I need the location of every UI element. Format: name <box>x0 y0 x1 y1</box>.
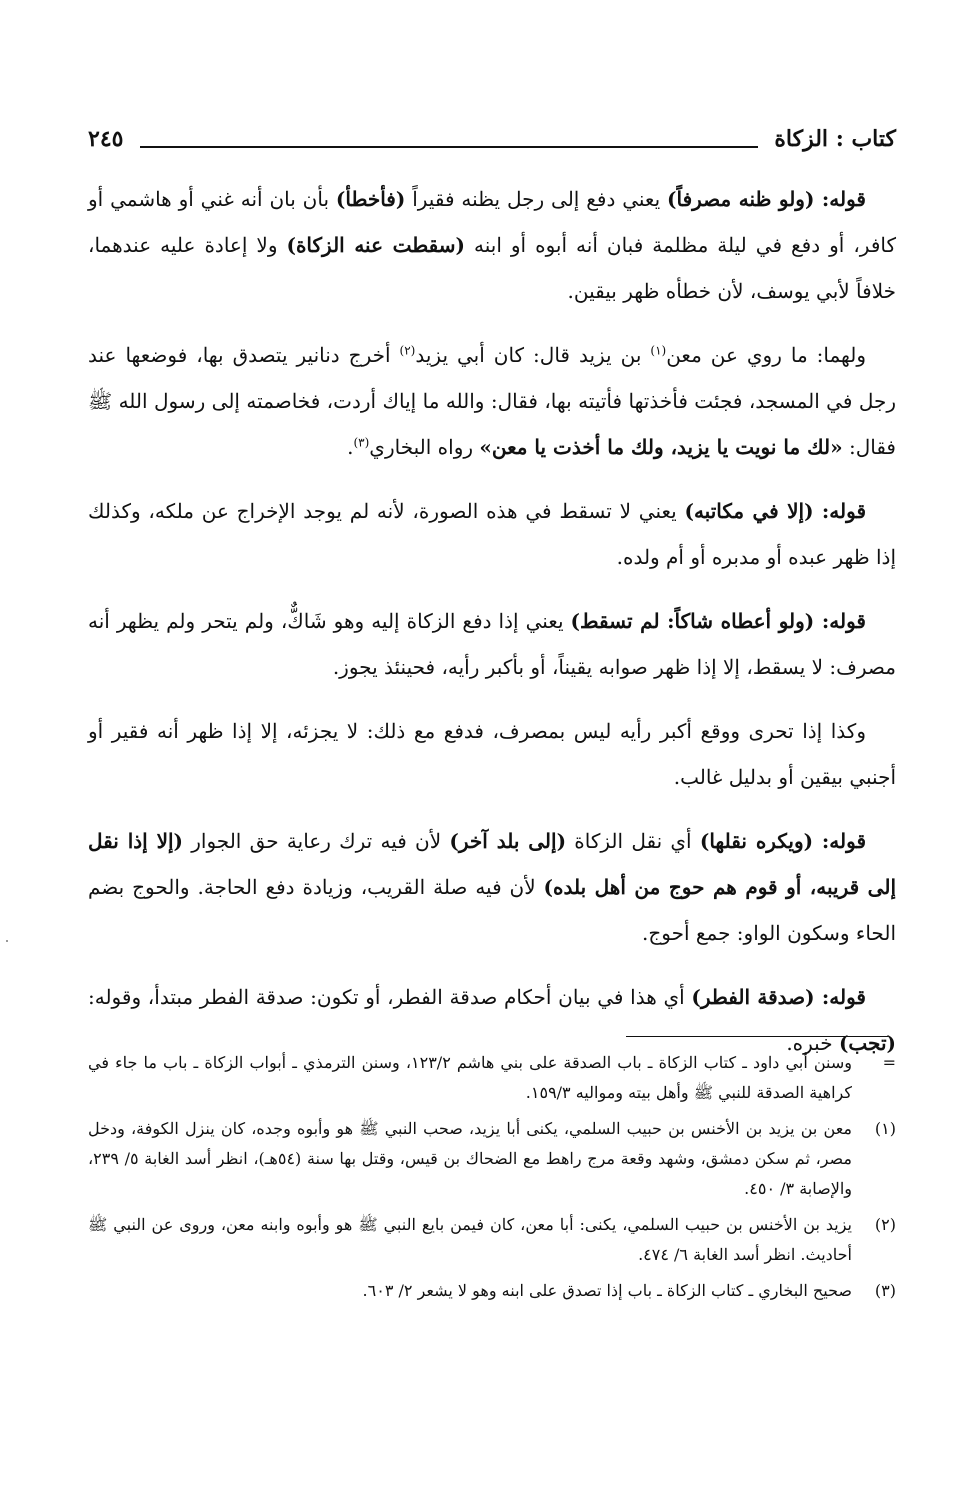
running-header <box>88 124 896 158</box>
page-number: ٢٤٥ <box>88 126 124 152</box>
bold-phrase: قوله: (إلا في مكاتبه) <box>684 499 866 523</box>
footnote-text: وسنن أبي داود ـ كتاب الزكاة ـ باب الصدقة على بني هاشم ١٢٣/٢، وسنن الترمذي ـ أبواب الزكاة ـ باب ما جاء في كراهية الصدقة للنبي ﷺ وأهل بيته ومواليه ١٥٩/٣. <box>88 1053 853 1102</box>
bold-phrase: قوله: (ولو أعطاه شاكاً: لم تسقط) <box>570 609 866 633</box>
text-run: خبره. <box>786 1031 839 1055</box>
bold-phrase: (إلا إذا نقل إلى قريبه، أو قوم هم حوج من أهل بلده) <box>88 829 897 899</box>
chapter-title: كتاب : الزكاة <box>774 126 896 152</box>
footnote <box>88 1114 896 1204</box>
footnote-ref: (٣) <box>353 435 370 450</box>
footnote-ref: (٢) <box>399 343 416 358</box>
paragraph <box>88 598 896 690</box>
text-run: يعني إذا دفع الزكاة إليه وهو شَاكٌّ، ولم يتحر ولم يظهر أنه مصرف: لا يسقط، إلا إذا ظهر صوابه يقيناً، أو بأكبر رأيه، فحينئذ يجوز. <box>88 609 896 679</box>
bold-phrase: (فأخطأ) <box>335 187 406 211</box>
text-run: رواه البخاري <box>369 435 480 459</box>
footnote-marker: = <box>882 1053 896 1072</box>
paragraph <box>88 488 896 580</box>
paragraph <box>88 818 896 956</box>
footnote-marker: (١) <box>874 1119 896 1138</box>
footnote-text: معن بن يزيد بن الأخنس بن حبيب السلمي، يكنى أبا يزيد، صحب النبي ﷺ هو وأبوه وجده، كان ينزل الكوفة، ودخل مصر، ثم سكن دمشق، وشهد وقعة مرج راهط مع الضحاك بن قيس، وقتل بها سنة (٥٤هـ)، انظر أسد الغابة ٥/ ٢٣٩، والإصابة ٣/ ٤٥٠. <box>88 1119 853 1198</box>
bold-phrase: «لك ما نويت يا يزيد، ولك ما أخذت يا معن» <box>479 435 843 459</box>
bold-phrase: (سقطت عنه الزكاة) <box>286 233 466 257</box>
bold-phrase: قوله: (ويكره نقلها) <box>699 829 867 853</box>
footnotes <box>88 1048 896 1312</box>
bold-phrase: قوله: (صدقة الفطر) <box>691 985 866 1009</box>
text-run: أي نقل الزكاة <box>566 829 700 853</box>
footnote <box>88 1210 896 1270</box>
text-run: ولهما: ما روي عن معن <box>666 343 866 367</box>
text-run: يعني دفع إلى رجل يظنه فقيراً <box>405 187 668 211</box>
bold-phrase: (تجب) <box>838 1031 896 1055</box>
text-run: بأن بان أنه غني أو هاشمي أو كافر، أو دفع في ليلة مظلمة فبان أنه أبوه أو ابنه <box>88 187 896 257</box>
main-text <box>88 176 896 1084</box>
text-run: أخرج دنانير يتصدق بها، فوضعها عند رجل في المسجد، فجئت فأخذتها فأتيته بها، فقال: والله ما إياك أردت، فخاصمته إلى رسول الله ﷺ فقال: <box>88 343 896 459</box>
text-run: أي هذا في بيان أحكام صدقة الفطر، أو تكون: صدقة الفطر مبتدأ، وقوله: <box>88 985 692 1009</box>
footnote <box>88 1276 896 1306</box>
scan-speck <box>6 940 8 942</box>
text-run: وكذا إذا تحرى ووقع أكبر رأيه ليس بمصرف، فدفع مع ذلك: لا يجزئه، إلا إذا ظهر أنه فقير أو أجنبي بيقين أو بدليل غالب. <box>88 719 896 789</box>
footnote-marker: (٣) <box>874 1281 896 1300</box>
paragraph <box>88 708 896 800</box>
bold-phrase: (إلى بلد آخر) <box>449 829 567 853</box>
footnote-text: يزيد بن الأخنس بن حبيب السلمي، يكنى: أبا معن، كان فيمن بايع النبي ﷺ هو وأبوه وابنه معن، وروى عن النبي ﷺ أحاديث. انظر أسد الغابة ٦/ ٤٧٤. <box>88 1215 852 1264</box>
footnote-separator <box>626 1036 888 1037</box>
footnote-marker: (٢) <box>874 1215 896 1234</box>
text-run: يعني لا تسقط في هذه الصورة، لأنه لم يوجد الإخراج عن ملكه، وكذلك إذا ظهر عبده أو مدبره أو أم ولده. <box>88 499 896 569</box>
paragraph <box>88 332 896 470</box>
bold-phrase: قوله: (ولو ظنه مصرفاً) <box>667 187 866 211</box>
text-run: . <box>347 435 354 459</box>
footnote-ref: (١) <box>650 343 667 358</box>
paragraph <box>88 176 896 314</box>
footnote-text: صحيح البخاري ـ كتاب الزكاة ـ باب إذا تصدق على ابنه وهو لا يشعر ٢/ ٦٠٣. <box>362 1281 852 1300</box>
text-run: ولا إعادة عليه عندهما، خلافاً لأبي يوسف، لأن خطأه ظهر بيقين. <box>88 233 896 303</box>
footnote <box>88 1048 896 1108</box>
text-run: لأن فيه ترك رعاية حق الجوار <box>183 829 450 853</box>
text-run: بن يزيد قال: كان أبي يزيد <box>415 343 651 367</box>
text-run: لأن فيه صلة القريب، وزيادة دفع الحاجة. والحوج بضم الحاء وسكون الواو: جمع أحوج. <box>88 875 896 945</box>
header-rule <box>140 146 758 148</box>
